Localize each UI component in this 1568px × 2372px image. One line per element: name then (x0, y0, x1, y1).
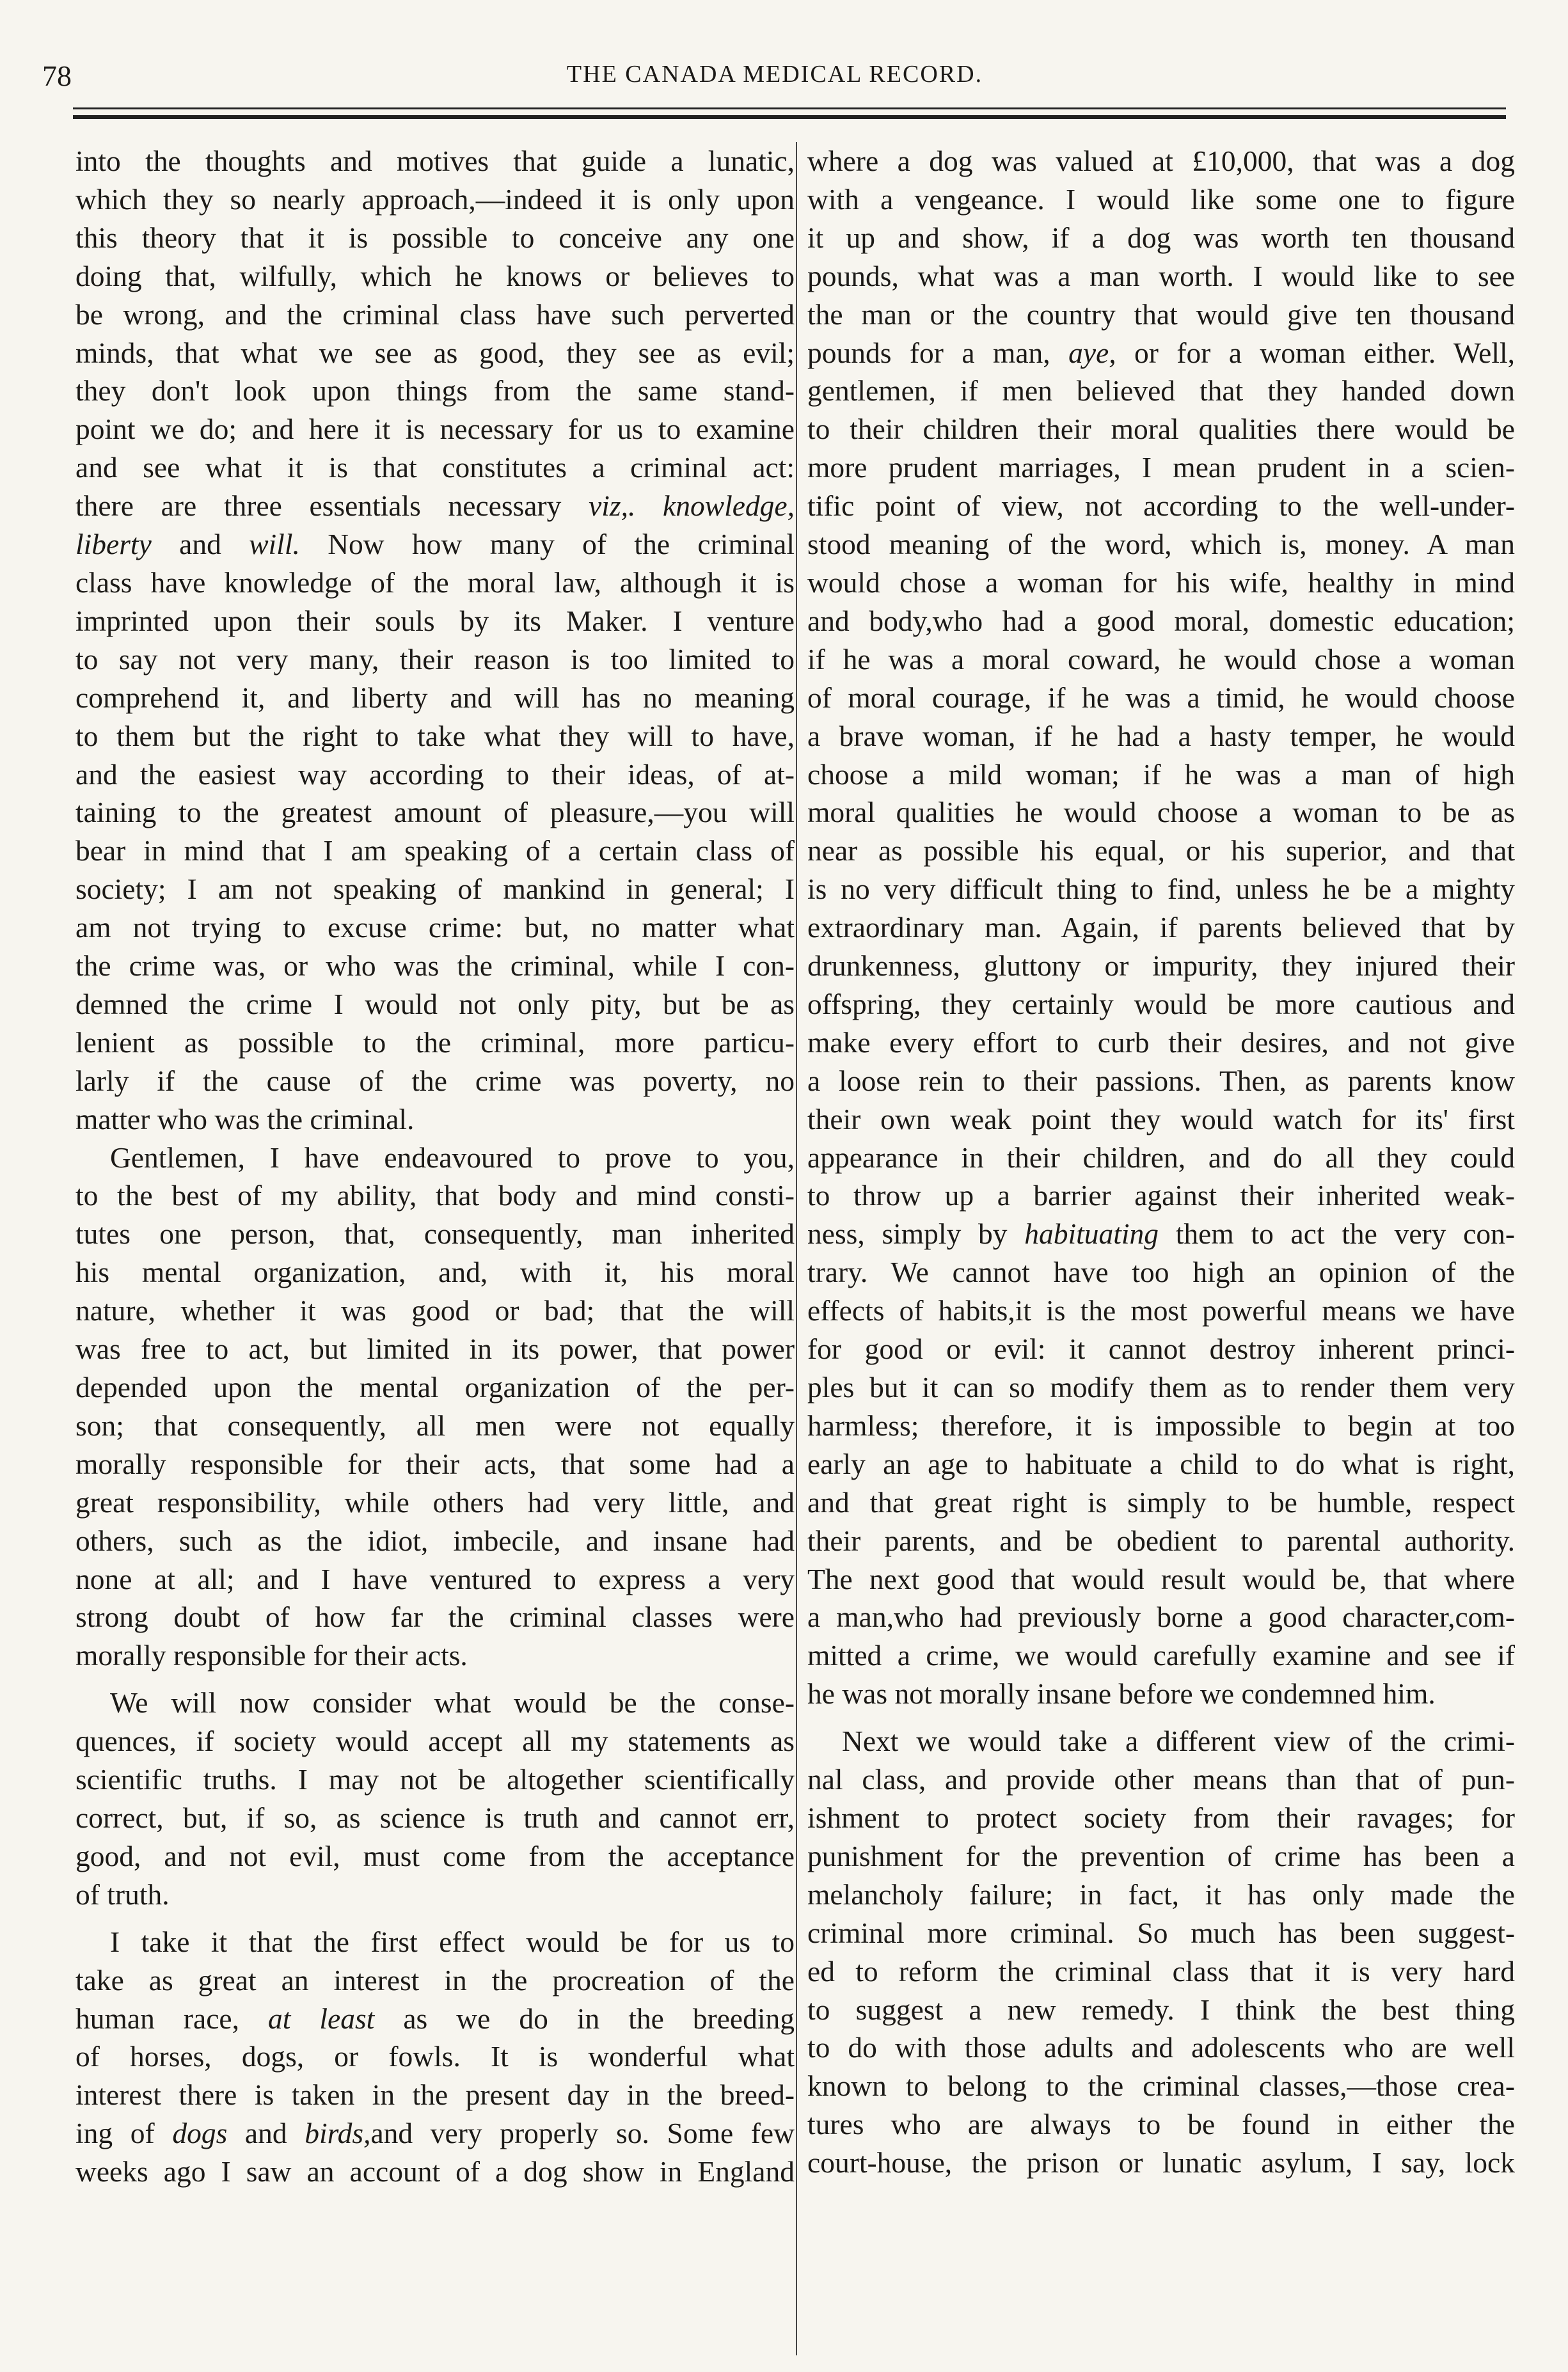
italic-text: aye, (1068, 336, 1116, 369)
text-line (75, 525, 795, 564)
text-line: none at all; and I have ventured to express a very (75, 1562, 795, 1595)
text-line: which they so nearly approach,—indeed it is only upon (75, 182, 795, 216)
text-line: I take it that the first effect would be for us to (110, 1925, 795, 1958)
text-run: ing of (75, 2117, 173, 2150)
text-line: minds, that what we see as good, they see as evil; (75, 336, 795, 369)
text-line: appearance in their children, and do all they could (807, 1141, 1515, 1174)
text-run: Now how many of the criminal (299, 528, 795, 561)
text-line: nature, whether it was good or bad; that the will (75, 1294, 795, 1327)
text-run: there are three essentials necessary (75, 489, 589, 523)
text-line: others, such as the idiot, imbecile, and insane had (75, 1524, 795, 1557)
text-line: more prudent marriages, I mean prudent in a scien- (807, 451, 1515, 484)
text-line: court-house, the prison or lunatic asylum, I say, lock (807, 2146, 1515, 2179)
text-line: mitted a crime, we would carefully examine and see if (807, 1639, 1515, 1672)
text-run: ness, simply by (807, 1217, 1025, 1251)
text-line: of moral courage, if he was a timid, he would choose (807, 681, 1515, 714)
running-header (42, 59, 1507, 97)
text-line: demned the crime I would not only pity, but be as (75, 987, 795, 1020)
text-line: it up and show, if a dog was worth ten thousand (807, 221, 1515, 254)
text-line: into the thoughts and motives that guide a lunatic, (75, 145, 795, 177)
text-line: be wrong, and the criminal class have such perverted (75, 297, 795, 331)
text-run: and (227, 2117, 305, 2150)
text-line: morally responsible for their acts, that some had a (75, 1447, 795, 1480)
text-line (75, 2114, 795, 2153)
text-line: is no very difficult thing to find, unless he be a mighty (807, 873, 1515, 906)
text-line: with a vengeance. I would like some one to figure (807, 182, 1515, 216)
text-line: point we do; and here it is necessary for us to examine (75, 413, 795, 446)
text-line: their own weak point they would watch for its' first (807, 1102, 1515, 1135)
text-line: ishment to protect society from their ravages; for (807, 1801, 1515, 1834)
text-line: society; I am not speaking of mankind in general; I (75, 873, 795, 906)
text-line: effects of habits,it is the most powerful means we have (807, 1294, 1515, 1327)
italic-text: viz,. knowledge, (589, 489, 795, 523)
text-line: known to belong to the criminal classes,—those crea- (807, 2069, 1515, 2103)
text-line: make every effort to curb their desires, and not give (807, 1025, 1515, 1059)
italic-text: dogs (172, 2117, 228, 2150)
text-line: quences, if society would accept all my statements as (75, 1725, 795, 1758)
text-line: interest there is taken in the present day in the breed- (75, 2078, 795, 2112)
text-line: early an age to habituate a child to do what is right, (807, 1447, 1515, 1480)
text-line: Next we would take a different view of the crimi- (842, 1725, 1515, 1758)
text-line: take as great an interest in the procreation of the (75, 1963, 795, 1996)
text-line: criminal more criminal. So much has been suggest- (807, 1916, 1515, 1949)
text-line: bear in mind that I am speaking of a certain class of (75, 834, 795, 867)
text-line: their parents, and be obedient to parental authority. (807, 1524, 1515, 1557)
italic-text: birds, (305, 2117, 371, 2150)
text-line: son; that consequently, all men were not equally (75, 1409, 795, 1442)
text-run: human race, (75, 2002, 268, 2035)
text-run: pounds for a man, (807, 336, 1069, 369)
text-line: depended upon the mental organization of the per- (75, 1371, 795, 1403)
text-line: gentlemen, if men believed that they handed down (807, 374, 1515, 407)
text-line: extraordinary man. Again, if parents believed that by (807, 911, 1515, 944)
text-line: would chose a woman for his wife, healthy in mind (807, 565, 1515, 599)
text-line: the man or the country that would give ten thousand (807, 297, 1515, 331)
text-line: pounds, what was a man worth. I would like to see (807, 259, 1515, 292)
text-line (807, 1215, 1515, 1253)
column-divider (796, 142, 797, 2355)
text-line: good, and not evil, must come from the acceptance (75, 1839, 795, 1872)
text-line: tures who are always to be found in either the (807, 2108, 1515, 2141)
text-line: for good or evil: it cannot destroy inherent princi- (807, 1332, 1515, 1366)
text-line: a loose rein to their passions. Then, as parents know (807, 1064, 1515, 1097)
text-line: near as possible his equal, or his superior, and that (807, 834, 1515, 867)
text-line: stood meaning of the word, which is, money. A man (807, 528, 1515, 561)
text-line: doing that, wilfully, which he knows or believes to (75, 259, 795, 292)
text-line: strong doubt of how far the criminal classes were (75, 1601, 795, 1634)
text-line: to throw up a barrier against their inherited weak- (807, 1179, 1515, 1212)
text-line: correct, but, if so, as science is truth and cannot err, (75, 1801, 795, 1834)
text-run: or for a woman either. Well, (1116, 336, 1515, 369)
header-rule-thick (73, 115, 1506, 119)
text-line: am not trying to excuse crime: but, no matter what (75, 911, 795, 944)
text-line: to suggest a new remedy. I think the best thing (807, 1993, 1515, 2026)
text-line: to do with those adults and adolescents who are well (807, 2031, 1515, 2064)
journal-title: THE CANADA MEDICAL RECORD. (566, 61, 983, 88)
text-line: imprinted upon their souls by its Maker. I venture (75, 604, 795, 637)
page-number: 78 (42, 59, 72, 92)
text-line: comprehend it, and liberty and will has no meaning (75, 681, 795, 714)
text-line: of truth. (75, 1878, 170, 1911)
text-line: weeks ago I saw an account of a dog show in England (75, 2155, 795, 2188)
text-line: of horses, dogs, or fowls. It is wonderful what (75, 2040, 795, 2073)
text-line: tific point of view, not according to the well-under- (807, 489, 1515, 523)
text-line: punishment for the prevention of crime has been a (807, 1839, 1515, 1872)
text-line: larly if the cause of the crime was poverty, no (75, 1064, 795, 1097)
text-line: lenient as possible to the criminal, more particu- (75, 1025, 795, 1059)
text-line: the crime was, or who was the criminal, while I con- (75, 949, 795, 983)
text-line: tutes one person, that, consequently, man inherited (75, 1217, 795, 1251)
text-line: taining to the greatest amount of pleasure,—you will (75, 796, 795, 829)
text-line: to say not very many, their reason is too limited to (75, 642, 795, 676)
text-line: to the best of my ability, that body and mind consti- (75, 1179, 795, 1212)
text-line: choose a mild woman; if he was a man of high (807, 757, 1515, 791)
left-column (75, 142, 795, 2362)
text-line: morally responsible for their acts. (75, 1639, 468, 1672)
text-line: to their children their moral qualities there would be (807, 413, 1515, 446)
text-line (75, 487, 795, 525)
text-line: We will now consider what would be the conse- (110, 1686, 795, 1720)
text-run: and very properly so. Some few (370, 2117, 795, 2150)
text-line: offspring, they certainly would be more cautious and (807, 987, 1515, 1020)
text-line: he was not morally insane before we condemned him. (807, 1677, 1436, 1711)
italic-text: liberty (75, 528, 152, 561)
header-rule-thin (73, 107, 1506, 109)
italic-text: will. (249, 528, 300, 561)
text-line: where a dog was valued at £10,000, that was a dog (807, 145, 1515, 177)
text-line: melancholy failure; in fact, it has only made the (807, 1878, 1515, 1911)
text-line: ples but it can so modify them as to render them very (807, 1371, 1515, 1403)
text-run: them to act the very con- (1159, 1217, 1515, 1251)
text-line: this theory that it is possible to conceive any one (75, 221, 795, 254)
text-line: a brave woman, if he had a hasty temper, he would (807, 719, 1515, 752)
italic-text: at least (267, 2002, 375, 2035)
text-line: ed to reform the criminal class that it is very hard (807, 1954, 1515, 1988)
text-line: scientific truths. I may not be altogether scientifically (75, 1763, 795, 1796)
text-line: they don't look upon things from the same stand- (75, 374, 795, 407)
text-line: and body,who had a good moral, domestic education; (807, 604, 1515, 637)
text-run: and (151, 528, 249, 561)
text-line (807, 334, 1515, 372)
text-line: trary. We cannot have too high an opinion of the (807, 1256, 1515, 1289)
text-line: if he was a moral coward, he would chose a woman (807, 642, 1515, 676)
text-run: as we do in the breeding (374, 2002, 795, 2035)
text-line: was free to act, but limited in its power, that power (75, 1332, 795, 1366)
italic-text: habituating (1024, 1217, 1159, 1251)
text-line: The next good that would result would be, that where (807, 1562, 1515, 1595)
text-line: Gentlemen, I have endeavoured to prove to you, (110, 1141, 795, 1174)
text-line: to them but the right to take what they will to have, (75, 719, 795, 752)
text-line: and that great right is simply to be humble, respect (807, 1485, 1515, 1519)
text-line: matter who was the criminal. (75, 1102, 415, 1135)
text-line: a man,who had previously borne a good character,com- (807, 1601, 1515, 1634)
text-line: and the easiest way according to their ideas, of at- (75, 757, 795, 791)
text-line: and see what it is that constitutes a criminal act: (75, 451, 795, 484)
text-line: moral qualities he would choose a woman to be as (807, 796, 1515, 829)
text-line: nal class, and provide other means than that of pun- (807, 1763, 1515, 1796)
text-line: drunkenness, gluttony or impurity, they injured their (807, 949, 1515, 983)
text-line: great responsibility, while others had very little, and (75, 1485, 795, 1519)
text-line: class have knowledge of the moral law, although it is (75, 565, 795, 599)
text-line: his mental organization, and, with it, his moral (75, 1256, 795, 1289)
text-line: harmless; therefore, it is impossible to begin at too (807, 1409, 1515, 1442)
right-column (807, 142, 1515, 2362)
text-line (75, 2000, 795, 2038)
